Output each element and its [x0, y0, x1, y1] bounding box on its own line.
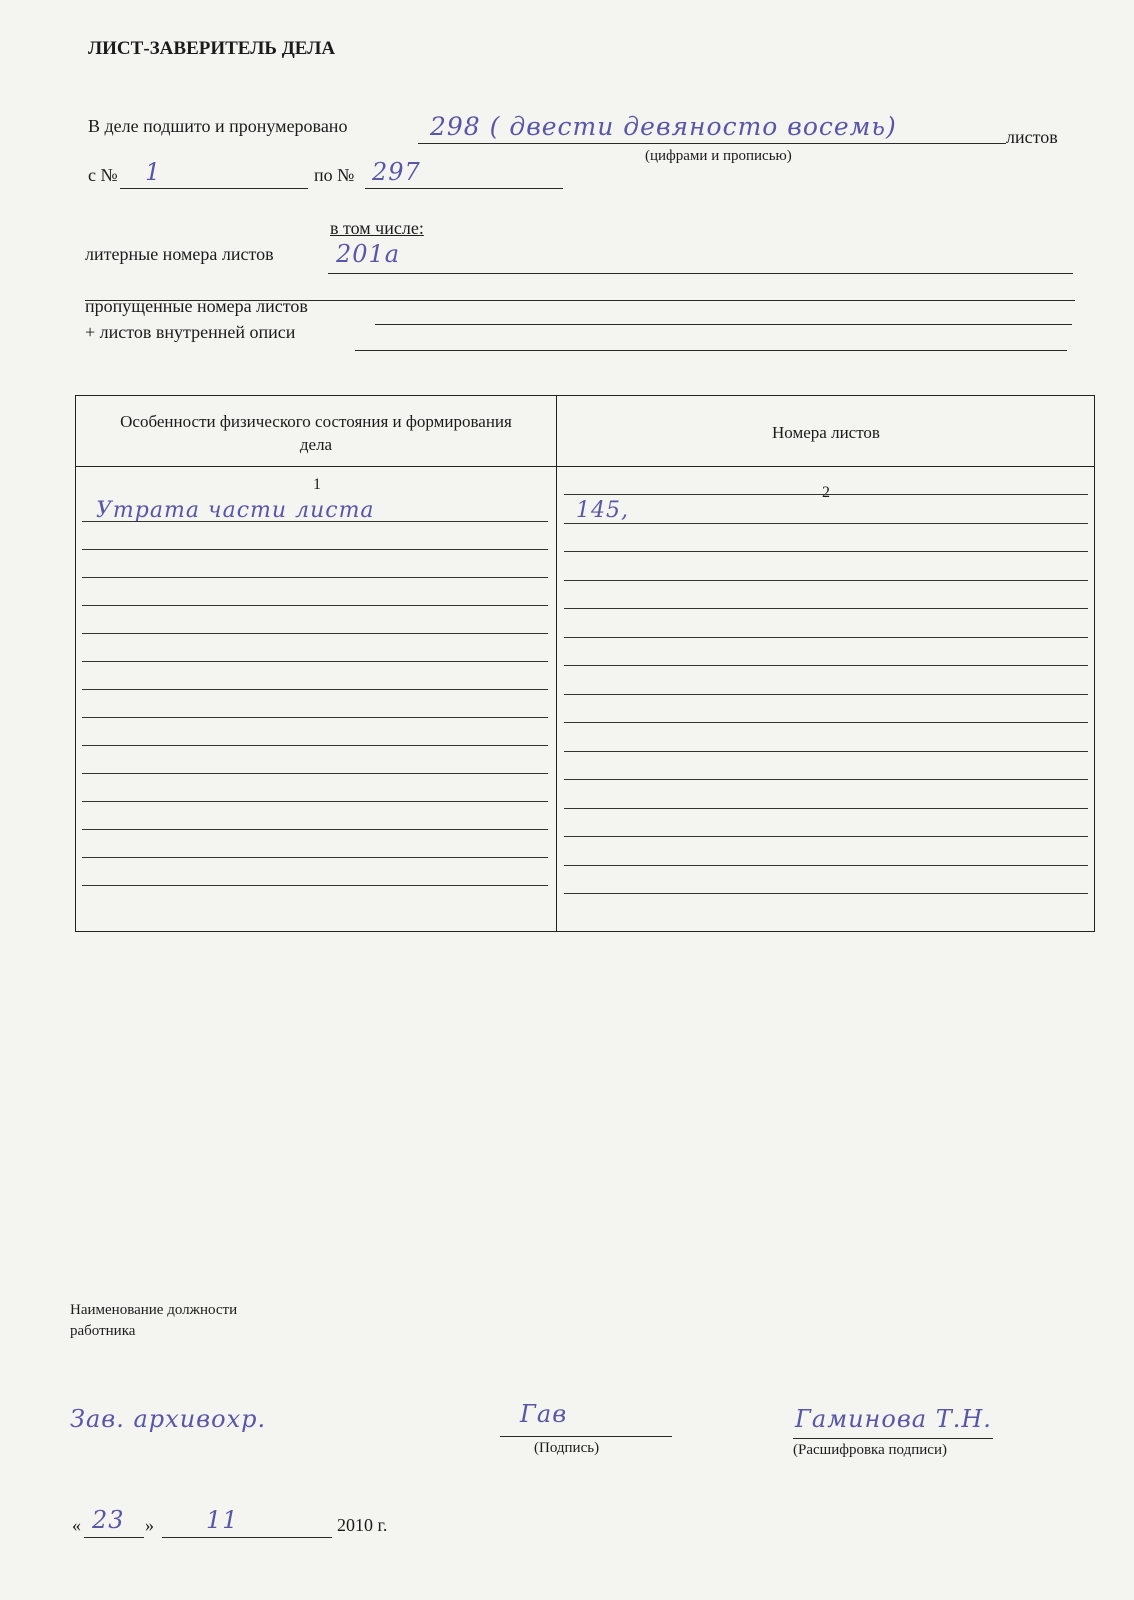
col2-ruled-line [564, 551, 1088, 552]
to-label: по № [314, 165, 355, 185]
intro-text: В деле подшито и пронумеровано [88, 116, 348, 136]
col1-number: 1 [313, 476, 321, 493]
letter-numbers-value: 201а [336, 240, 401, 268]
position-label: Наименование должности работника [70, 1302, 238, 1339]
col1-ruled-line [82, 717, 548, 718]
decoding-label: (Расшифровка подписи) [793, 1442, 947, 1458]
col2-ruled-line [564, 608, 1088, 609]
column-divider [556, 396, 557, 931]
row1-col2: 145, [576, 498, 629, 523]
signature-underline [500, 1436, 672, 1437]
count-hint: (цифрами и прописью) [645, 148, 792, 164]
col2-ruled-line [564, 694, 1088, 695]
col1-header: Особенности физического состояния и формирования дела [120, 412, 512, 454]
col2-header: Номера листов [772, 423, 880, 442]
date-day-underline [84, 1537, 144, 1538]
count-handwritten: 298 ( двести девяносто восемь) [430, 112, 897, 141]
from-label: с № [88, 165, 118, 185]
col2-ruled-line [564, 893, 1088, 894]
letter-numbers-label: литерные номера листов [85, 244, 274, 264]
row1-col1: Утрата части листа [96, 498, 375, 523]
sheets-word: листов [1006, 127, 1058, 147]
letter-numbers-underline [328, 273, 1073, 274]
col1-ruled-line [82, 857, 548, 858]
signature-value: Гав [520, 1400, 568, 1428]
to-value: 297 [372, 158, 421, 186]
col1-ruled-line [82, 885, 548, 886]
date-day: 23 [92, 1506, 125, 1534]
col1-ruled-line [82, 773, 548, 774]
col2-ruled-line [564, 722, 1088, 723]
condition-table [75, 395, 1095, 932]
col1-ruled-line [82, 689, 548, 690]
col1-ruled-line [82, 605, 548, 606]
missing-numbers-label: пропущенные номера листов [85, 296, 308, 316]
col2-ruled-line [564, 637, 1088, 638]
document-title: ЛИСТ-ЗАВЕРИТЕЛЬ ДЕЛА [88, 38, 336, 59]
date-month-underline [162, 1537, 332, 1538]
col1-ruled-line [82, 745, 548, 746]
date-close-quote: » [145, 1515, 154, 1535]
decoding-value: Гаминова Т.Н. [795, 1405, 992, 1433]
col2-ruled-line [564, 779, 1088, 780]
signature-label: (Подпись) [534, 1440, 600, 1456]
col1-ruled-line [82, 801, 548, 802]
missing-numbers-underline [375, 324, 1072, 325]
inner-inventory-label: + листов внутренней описи [85, 322, 296, 342]
col1-ruled-line [82, 829, 548, 830]
col2-ruled-line [564, 751, 1088, 752]
col1-ruled-line [82, 633, 548, 634]
col1-ruled-line [82, 549, 548, 550]
decoding-underline [793, 1438, 993, 1439]
col1-ruled-line [82, 521, 548, 522]
col1-ruled-line [82, 577, 548, 578]
col2-ruled-line [564, 523, 1088, 524]
including-label: в том числе: [330, 218, 424, 238]
date-open-quote: « [72, 1515, 81, 1535]
col2-ruled-line [564, 865, 1088, 866]
date-month: 11 [206, 1506, 239, 1534]
col2-ruled-line [564, 580, 1088, 581]
col1-ruled-line [82, 661, 548, 662]
col2-ruled-line [564, 836, 1088, 837]
col2-number: 2 [822, 484, 830, 501]
date-year: 2010 г. [337, 1515, 388, 1535]
col2-ruled-line [564, 665, 1088, 666]
from-value: 1 [145, 158, 162, 186]
position-value: Зав. архивохр. [70, 1405, 267, 1433]
col2-ruled-line [564, 808, 1088, 809]
to-underline [365, 188, 563, 189]
col2-ruled-line [564, 494, 1088, 495]
from-underline [120, 188, 308, 189]
count-underline [418, 143, 1006, 144]
inner-inventory-underline [355, 350, 1067, 351]
header-divider [76, 466, 1094, 467]
